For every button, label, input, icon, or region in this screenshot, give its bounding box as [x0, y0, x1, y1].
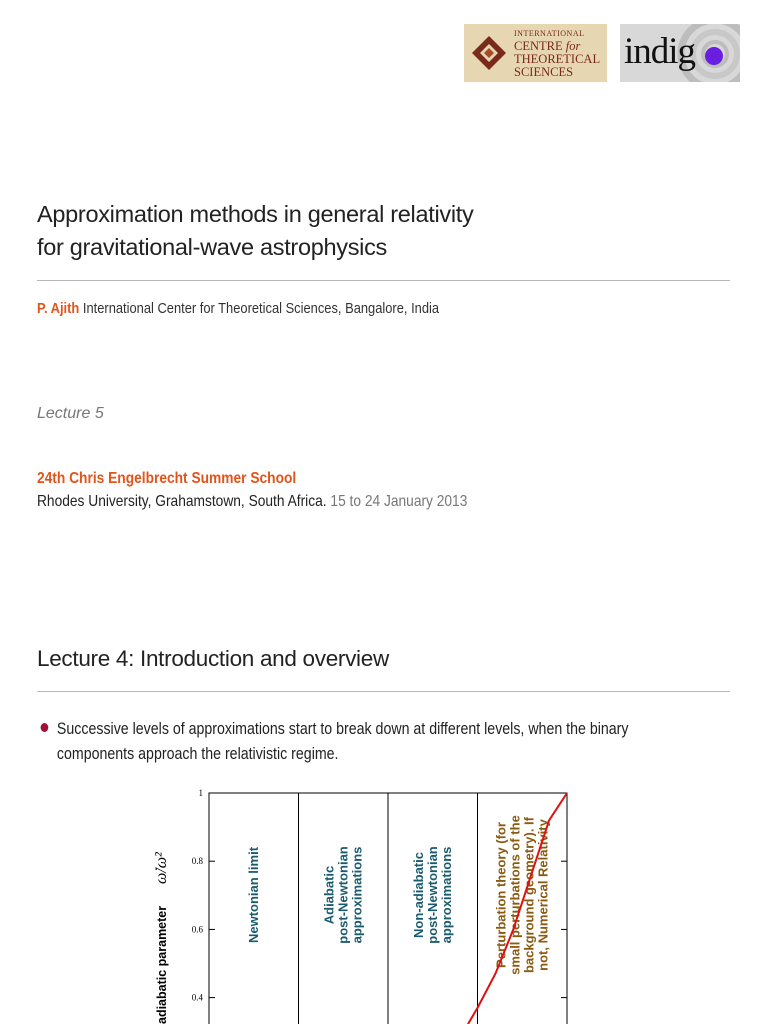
title-line1: Approximation methods in general relativity [37, 201, 474, 227]
slide2-title: Lecture 4: Introduction and overview [37, 646, 389, 671]
region-label: Newtonian limit [245, 846, 261, 944]
bullet-line1: Successive levels of approximations start to break down at different levels, when the binary [56, 720, 629, 738]
ictc-line2: CENTRE [514, 39, 563, 53]
author-affiliation: International Center for Theoretical Sciences, Bangalore, India [82, 300, 440, 317]
ictc-line4: SCIENCES [514, 65, 574, 79]
ictc-logo [464, 24, 607, 82]
y-axis-label: adiabatic parameter [155, 905, 169, 1024]
region-label: Adiabatic [321, 865, 337, 925]
author-name: P. Ajith [37, 300, 80, 317]
ictc-line3: THEORETICAL [514, 52, 601, 66]
title-line2: for gravitational-wave astrophysics [37, 234, 387, 260]
ictc-line1: INTERNATIONAL [514, 29, 585, 38]
school-name: 24th Chris Engelbrecht Summer School [37, 470, 297, 487]
bullet-line2: components approach the relativistic regime. [56, 745, 339, 763]
region-label: post-Newtonian [424, 846, 440, 944]
y-tick-label: 1 [198, 788, 203, 798]
lecture-title [37, 198, 473, 264]
y-tick-label: 0.6 [191, 924, 203, 935]
venue-line [37, 493, 467, 511]
region-label: small perturbations of the [507, 815, 523, 975]
region-label: approximations [349, 846, 365, 944]
bullet-item [38, 717, 692, 767]
bullet-dot-icon [41, 723, 49, 732]
region-label: background geometry). If [521, 816, 537, 974]
region-label: Non-adiabatic [410, 852, 426, 938]
indigo-logo [620, 24, 740, 82]
venue-dates: 15 to 24 January 2013 [330, 493, 468, 510]
title-divider [37, 280, 730, 281]
ictc-line2b: for [565, 39, 581, 53]
region-label: Perturbation theory (for [493, 822, 509, 968]
y-axis-math-label: ω̇/ω² [153, 852, 170, 884]
y-tick-label: 0.8 [191, 856, 203, 867]
region-label: approximations [438, 846, 454, 944]
y-tick-label: 0.4 [191, 992, 203, 1003]
ictc-wordmark [514, 27, 600, 79]
ictc-emblem-icon [464, 24, 514, 82]
slide2-divider [37, 691, 730, 692]
indigo-dot-icon [705, 47, 723, 65]
venue-text: Rhodes University, Grahamstown, South Africa. [37, 493, 327, 510]
lecture-number: Lecture 5 [37, 405, 104, 422]
author-line [37, 300, 439, 317]
region-label: not, Numerical Relativity [535, 819, 551, 971]
adiabatic-parameter-chart [140, 780, 580, 1024]
region-label: post-Newtonian [335, 846, 351, 944]
indigo-wordmark: indig [624, 31, 696, 72]
